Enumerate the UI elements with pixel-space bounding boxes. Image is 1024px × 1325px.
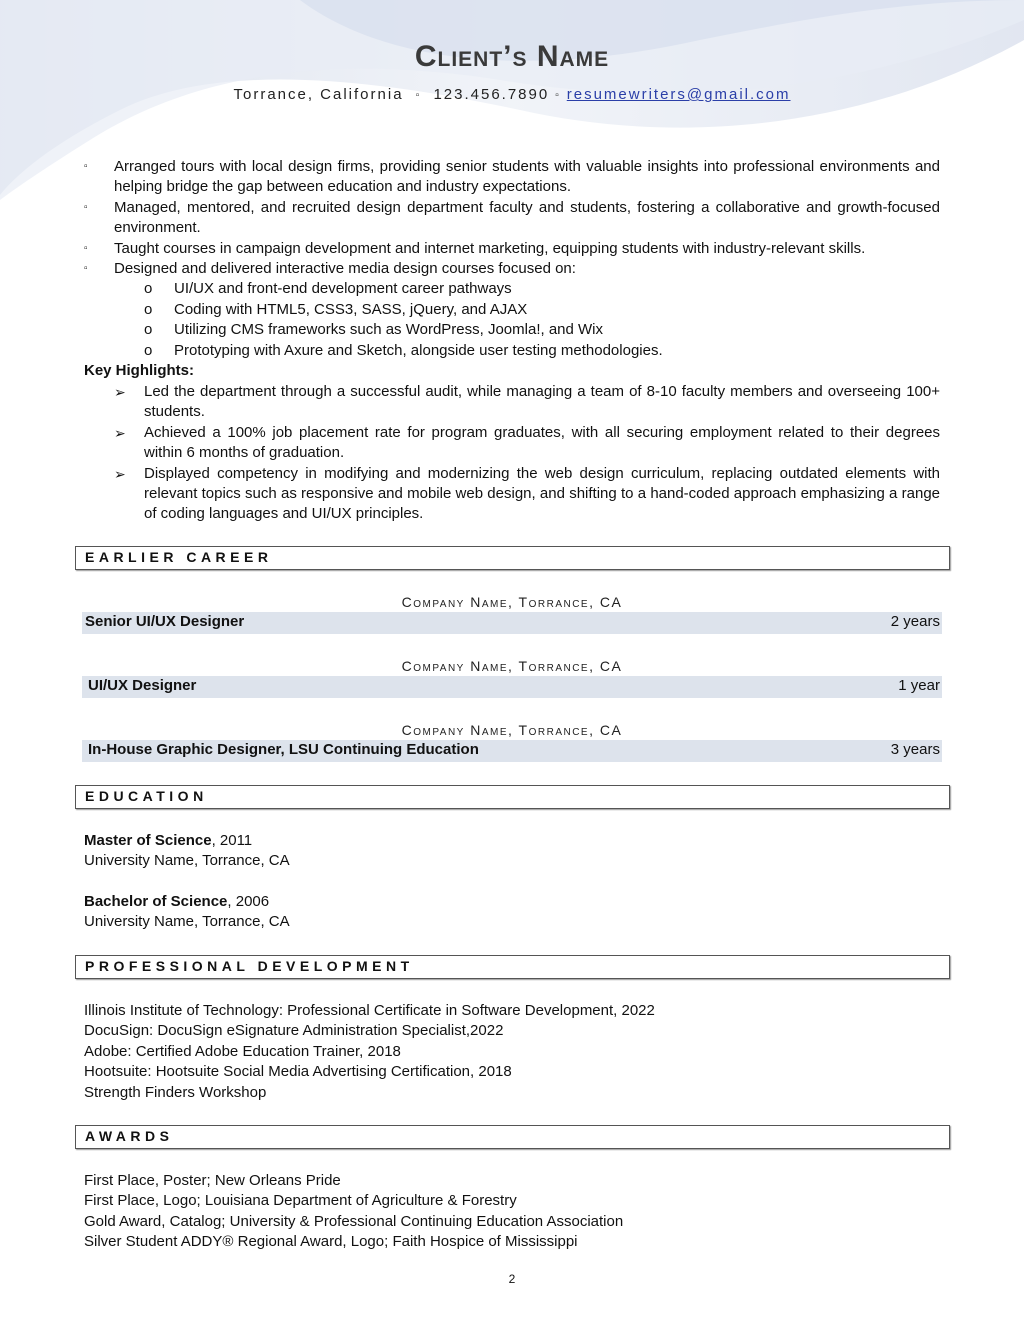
circle-bullet-icon: o — [144, 280, 153, 298]
list-item: ▫ Taught courses in campaign development and internet marketing, equipping students with industry-relevant skills. — [84, 239, 940, 259]
arrow-bullet-icon: ➢ — [114, 424, 126, 441]
list-item: ▫ Managed, mentored, and recruited design department faculty and students, fostering a collaborative and growth-focused environment. — [84, 198, 940, 237]
section-heading-earlier-career: EARLIER CAREER — [75, 546, 950, 570]
job-title: UI/UX Designer — [88, 677, 197, 694]
square-bullet-icon: ▫ — [84, 242, 88, 254]
school: University Name, Torrance, CA — [84, 913, 290, 931]
list-item: o UI/UX and front-end development career pathways — [114, 279, 940, 299]
page-number: 2 — [508, 1272, 516, 1286]
arrow-bullet-icon: ➢ — [114, 384, 126, 400]
list-item: ▫ Designed and delivered interactive media design courses focused on: o UI/UX and front-end development career pathways o Coding with HTML5, CSS3, SASS, jQuery, and AJAX o Utilizing CMS frameworks such as WordPress, Joomla!, and Wix o Prototyping with Axure and Sketch, alongside user testing methodologies. — [84, 259, 940, 361]
section-heading-awards: AWARDS — [75, 1125, 950, 1149]
circle-bullet-icon: o — [144, 341, 153, 359]
job-duration: 1 year — [898, 677, 940, 694]
job-title: In-House Graphic Designer, LSU Continuing Education — [88, 741, 479, 758]
education-entry — [84, 892, 944, 933]
list-item: First Place, Logo; Louisiana Department of Agriculture & Forestry — [84, 1192, 517, 1210]
circle-bullet-icon: o — [144, 321, 153, 339]
list-item: ▫ Arranged tours with local design firms, providing senior students with valuable insights into professional environments and helping bridge the gap between education and industry expectations. — [84, 158, 940, 196]
experience-bullets — [84, 157, 940, 361]
contact-line — [0, 86, 1024, 103]
school: University Name, Torrance, CA — [84, 852, 290, 870]
sub-bullets — [114, 279, 940, 361]
list-item: Silver Student ADDY® Regional Award, Logo; Faith Hospice of Mississippi — [84, 1233, 578, 1251]
list-item: o Prototyping with Axure and Sketch, alongside user testing methodologies. — [114, 341, 940, 361]
arrow-bullet-icon: ➢ — [114, 465, 126, 482]
separator-icon: ▫ — [555, 90, 561, 101]
education-entry — [84, 831, 944, 872]
key-highlights-label: Key Highlights: — [84, 362, 195, 379]
client-name: Client’s Name — [414, 40, 610, 73]
email-link[interactable]: resumewriters@gmail.com — [566, 86, 791, 103]
list-item: DocuSign: DocuSign eSignature Administration Specialist,2022 — [84, 1022, 504, 1040]
list-item: Gold Award, Catalog; University & Professional Continuing Education Association — [84, 1212, 624, 1230]
section-heading-education: EDUCATION — [75, 785, 950, 809]
list-item: Adobe: Certified Adobe Education Trainer, 2018 — [84, 1042, 401, 1060]
list-item: o Coding with HTML5, CSS3, SASS, jQuery, and AJAX — [114, 300, 940, 320]
location: Torrance, California — [233, 86, 404, 103]
company-name: Company Name, Torrance, CA — [401, 722, 623, 738]
degree-year: , 2011 — [211, 832, 253, 849]
job-duration: 3 years — [890, 741, 940, 758]
list-item: Strength Finders Workshop — [84, 1083, 267, 1101]
list-item: ➢ Led the department through a successful audit, while managing a team of 8-10 faculty members and overseeing 100+ students. — [114, 383, 940, 421]
job-duration: 2 years — [890, 613, 940, 630]
square-bullet-icon: ▫ — [84, 201, 88, 213]
job-row — [82, 612, 942, 634]
company-name: Company Name, Torrance, CA — [401, 594, 623, 610]
section-heading-professional-development: PROFESSIONAL DEVELOPMENT — [75, 955, 950, 979]
degree: Bachelor of Science — [84, 893, 228, 910]
company-name: Company Name, Torrance, CA — [401, 658, 623, 674]
list-item: o Utilizing CMS frameworks such as WordPress, Joomla!, and Wix — [114, 320, 940, 340]
job-row — [82, 676, 942, 698]
list-item: ➢ Achieved a 100% job placement rate for program graduates, with all securing employment related to their degrees within 6 months of graduation. — [114, 423, 940, 462]
phone: 123.456.7890 — [433, 86, 550, 103]
list-item: First Place, Poster; New Orleans Pride — [84, 1172, 341, 1189]
list-item: ➢ Displayed competency in modifying and modernizing the web design curriculum, replacing outdated elements with relevant topics such as responsive and mobile web design, and shifting to a hand-coded approach emphasizing a range of coding languages and UI/UX principles. — [114, 464, 940, 523]
degree: Master of Science — [84, 832, 212, 849]
key-highlights-list — [84, 382, 940, 525]
awards-list — [84, 1171, 944, 1253]
square-bullet-icon: ▫ — [84, 161, 88, 172]
circle-bullet-icon: o — [144, 300, 153, 318]
job-title: Senior UI/UX Designer — [85, 613, 245, 630]
degree-year: , 2006 — [227, 893, 270, 910]
list-item: Hootsuite: Hootsuite Social Media Advertising Certification, 2018 — [84, 1063, 512, 1081]
square-bullet-icon: ▫ — [84, 263, 88, 275]
separator-icon: ▫ — [415, 90, 422, 101]
list-item: Illinois Institute of Technology: Professional Certificate in Software Development, 2022 — [84, 1002, 655, 1019]
professional-development-list — [84, 1001, 944, 1103]
job-row — [82, 740, 942, 762]
